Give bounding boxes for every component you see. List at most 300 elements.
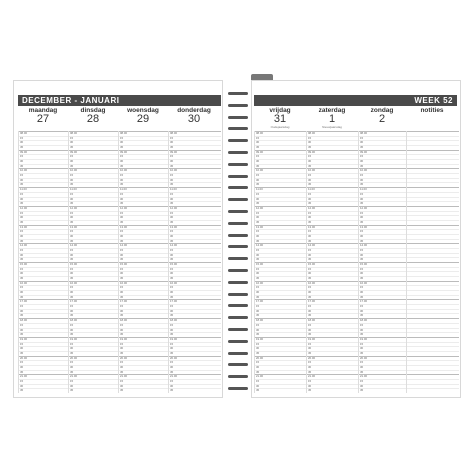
quarter-line <box>307 173 359 174</box>
quarter-line <box>19 201 69 202</box>
quarter-label: 15 <box>120 229 124 234</box>
hour-label: 14.00 <box>70 243 77 248</box>
quarter-line <box>307 182 359 183</box>
day-name: zondag <box>370 107 394 114</box>
quarter-line <box>119 323 169 324</box>
quarter-label: 15 <box>70 247 74 252</box>
quarter-line <box>119 154 169 155</box>
hour-label: 18.00 <box>308 318 315 323</box>
quarter-line <box>407 285 459 286</box>
quarter-label: 30 <box>256 271 260 276</box>
quarter-line <box>255 248 307 249</box>
quarter-label: 45 <box>360 369 364 374</box>
quarter-line <box>169 178 221 179</box>
hour-line <box>407 206 459 207</box>
hour-label: 19.00 <box>120 336 127 341</box>
hour-label: 18.00 <box>20 318 27 323</box>
quarter-line <box>359 323 407 324</box>
spiral-ring <box>228 139 248 142</box>
quarter-label: 15 <box>308 304 312 309</box>
quarter-line <box>255 351 307 352</box>
quarter-line <box>307 328 359 329</box>
quarter-line <box>307 323 359 324</box>
hour-label: 15.00 <box>70 262 77 266</box>
quarter-label: 45 <box>20 276 24 281</box>
hour-line <box>407 262 459 263</box>
hour-label: 16.00 <box>70 280 77 285</box>
quarter-line <box>407 295 459 296</box>
hour-label: 20.00 <box>120 355 127 360</box>
quarter-label: 45 <box>360 182 364 187</box>
day-header-friday[interactable] <box>254 107 306 129</box>
notes-column[interactable] <box>406 131 459 393</box>
quarter-line <box>119 164 169 165</box>
quarter-label: 45 <box>120 369 124 374</box>
quarter-line <box>119 346 169 347</box>
quarter-label: 45 <box>70 350 74 355</box>
day-header-thursday[interactable] <box>168 107 220 125</box>
quarter-line <box>255 276 307 277</box>
quarter-label: 15 <box>308 191 312 196</box>
quarter-line <box>307 346 359 347</box>
quarter-line <box>69 211 119 212</box>
quarter-line <box>19 285 69 286</box>
quarter-line <box>19 154 69 155</box>
quarter-label: 15 <box>256 304 260 309</box>
quarter-line <box>69 271 119 272</box>
quarter-label: 15 <box>170 135 174 140</box>
day-header-tuesday[interactable] <box>68 107 118 125</box>
hour-line <box>407 318 459 319</box>
quarter-label: 30 <box>70 233 74 238</box>
holiday-label: Nieuwjaarsdag <box>322 125 342 129</box>
quarter-label: 45 <box>70 388 74 393</box>
quarter-label: 45 <box>360 257 364 262</box>
quarter-label: 15 <box>70 135 74 140</box>
hour-label: 10.00 <box>360 168 367 173</box>
quarter-label: 45 <box>170 276 174 281</box>
quarter-label: 30 <box>308 215 312 220</box>
quarter-line <box>359 248 407 249</box>
quarter-line <box>407 351 459 352</box>
hour-label: 19.00 <box>256 336 263 341</box>
quarter-line <box>407 323 459 324</box>
spiral-ring <box>228 104 248 107</box>
quarter-line <box>19 182 69 183</box>
day-header-wednesday[interactable] <box>118 107 168 125</box>
quarter-line <box>169 388 221 389</box>
quarter-label: 45 <box>120 182 124 187</box>
quarter-label: 15 <box>120 247 124 252</box>
quarter-line <box>169 290 221 291</box>
quarter-label: 45 <box>308 238 312 243</box>
hour-label: 10.00 <box>20 168 27 173</box>
hour-label: 10.00 <box>256 168 263 173</box>
quarter-line <box>255 384 307 385</box>
quarter-label: 15 <box>120 341 124 346</box>
quarter-line <box>69 178 119 179</box>
quarter-line <box>69 295 119 296</box>
quarter-label: 30 <box>170 346 174 351</box>
hour-label: 13.00 <box>20 224 27 229</box>
quarter-line <box>119 276 169 277</box>
quarter-line <box>407 304 459 305</box>
hour-label: 17.00 <box>20 299 27 304</box>
quarter-label: 30 <box>20 252 24 257</box>
spiral-ring <box>228 210 248 213</box>
hour-line <box>407 187 459 188</box>
quarter-label: 15 <box>120 266 124 271</box>
hour-label: 08.00 <box>256 131 263 135</box>
hour-label: 20.00 <box>308 355 315 360</box>
quarter-line <box>19 313 69 314</box>
quarter-label: 45 <box>70 369 74 374</box>
quarter-label: 45 <box>20 182 24 187</box>
quarter-label: 15 <box>170 341 174 346</box>
day-column[interactable] <box>358 131 407 393</box>
quarter-line <box>69 239 119 240</box>
quarter-label: 15 <box>308 322 312 327</box>
quarter-line <box>359 229 407 230</box>
hour-label: 09.00 <box>360 149 367 154</box>
hour-label: 11.00 <box>170 187 177 192</box>
quarter-line <box>407 248 459 249</box>
day-header-monday[interactable] <box>18 107 68 125</box>
quarter-line <box>119 211 169 212</box>
hour-label: 12.00 <box>20 205 27 210</box>
quarter-line <box>255 309 307 310</box>
spiral-ring <box>228 328 248 331</box>
day-header-saturday[interactable] <box>306 107 358 129</box>
quarter-label: 30 <box>70 346 74 351</box>
quarter-label: 45 <box>256 388 260 393</box>
quarter-line <box>307 220 359 221</box>
quarter-label: 45 <box>256 201 260 206</box>
quarter-line <box>19 351 69 352</box>
quarter-label: 30 <box>120 252 124 257</box>
quarter-line <box>19 342 69 343</box>
quarter-label: 15 <box>360 247 364 252</box>
quarter-line <box>169 164 221 165</box>
hour-label: 18.00 <box>256 318 263 323</box>
quarter-line <box>69 342 119 343</box>
hour-label: 12.00 <box>70 205 77 210</box>
quarter-line <box>407 360 459 361</box>
quarter-label: 30 <box>256 308 260 313</box>
quarter-line <box>307 164 359 165</box>
quarter-line <box>407 388 459 389</box>
quarter-label: 45 <box>170 294 174 299</box>
quarter-line <box>407 140 459 141</box>
spiral-ring <box>228 257 248 260</box>
quarter-line <box>119 253 169 254</box>
quarter-line <box>119 313 169 314</box>
quarter-label: 15 <box>360 229 364 234</box>
spiral-ring <box>228 387 248 390</box>
quarter-line <box>169 328 221 329</box>
quarter-label: 45 <box>20 332 24 337</box>
hour-label: 12.00 <box>170 205 177 210</box>
hour-line <box>407 168 459 169</box>
quarter-line <box>19 164 69 165</box>
quarter-label: 15 <box>256 191 260 196</box>
quarter-line <box>119 342 169 343</box>
hour-label: 13.00 <box>120 224 127 229</box>
quarter-line <box>19 239 69 240</box>
quarter-line <box>19 267 69 268</box>
quarter-label: 15 <box>256 266 260 271</box>
quarter-label: 45 <box>120 201 124 206</box>
hour-label: 10.00 <box>308 168 315 173</box>
quarter-line <box>255 328 307 329</box>
quarter-line <box>255 201 307 202</box>
quarter-line <box>119 332 169 333</box>
day-column[interactable] <box>168 131 221 393</box>
day-column[interactable] <box>18 131 69 393</box>
quarter-line <box>307 351 359 352</box>
hour-label: 21.00 <box>120 374 127 379</box>
quarter-line <box>407 370 459 371</box>
quarter-line <box>119 365 169 366</box>
quarter-line <box>359 164 407 165</box>
quarter-line <box>255 313 307 314</box>
quarter-label: 30 <box>308 140 312 145</box>
quarter-label: 30 <box>170 159 174 164</box>
quarter-line <box>69 220 119 221</box>
quarter-line <box>307 178 359 179</box>
quarter-line <box>119 140 169 141</box>
quarter-label: 30 <box>70 159 74 164</box>
quarter-line <box>69 351 119 352</box>
hour-label: 15.00 <box>20 262 27 266</box>
spiral-ring <box>228 245 248 248</box>
quarter-line <box>69 234 119 235</box>
hour-label: 09.00 <box>170 149 177 154</box>
quarter-line <box>255 173 307 174</box>
quarter-label: 30 <box>170 308 174 313</box>
quarter-line <box>119 271 169 272</box>
hour-label: 17.00 <box>256 299 263 304</box>
quarter-line <box>19 197 69 198</box>
hour-line <box>407 131 459 132</box>
hour-label: 21.00 <box>360 374 367 379</box>
quarter-line <box>19 220 69 221</box>
quarter-line <box>359 295 407 296</box>
quarter-line <box>119 192 169 193</box>
quarter-line <box>407 154 459 155</box>
spiral-binding <box>225 86 251 398</box>
quarter-label: 45 <box>170 201 174 206</box>
hour-label: 20.00 <box>256 355 263 360</box>
day-column[interactable] <box>306 131 359 393</box>
quarter-line <box>169 323 221 324</box>
quarter-line <box>255 154 307 155</box>
hour-label: 14.00 <box>256 243 263 248</box>
quarter-line <box>19 234 69 235</box>
quarter-line <box>407 211 459 212</box>
quarter-label: 45 <box>20 219 24 224</box>
hour-label: 12.00 <box>360 205 367 210</box>
quarter-line <box>19 360 69 361</box>
quarter-label: 15 <box>120 210 124 215</box>
quarter-line <box>359 365 407 366</box>
hour-label: 17.00 <box>70 299 77 304</box>
hour-label: 16.00 <box>360 280 367 285</box>
quarter-label: 30 <box>308 233 312 238</box>
quarter-label: 15 <box>70 210 74 215</box>
quarter-label: 15 <box>256 378 260 383</box>
quarter-line <box>359 140 407 141</box>
quarter-line <box>255 271 307 272</box>
hour-label: 08.00 <box>70 131 77 135</box>
hour-label: 19.00 <box>70 336 77 341</box>
quarter-line <box>359 384 407 385</box>
quarter-label: 30 <box>360 233 364 238</box>
quarter-label: 15 <box>256 341 260 346</box>
quarter-label: 45 <box>20 238 24 243</box>
day-column[interactable] <box>68 131 119 393</box>
quarter-label: 30 <box>120 290 124 295</box>
quarter-label: 30 <box>256 383 260 388</box>
quarter-line <box>307 309 359 310</box>
quarter-label: 45 <box>170 145 174 150</box>
quarter-line <box>69 215 119 216</box>
hour-label: 19.00 <box>360 336 367 341</box>
quarter-label: 15 <box>70 266 74 271</box>
quarter-line <box>407 342 459 343</box>
quarter-line <box>119 248 169 249</box>
quarter-line <box>307 332 359 333</box>
quarter-label: 45 <box>170 238 174 243</box>
quarter-label: 15 <box>20 210 24 215</box>
quarter-line <box>359 379 407 380</box>
quarter-label: 15 <box>308 229 312 234</box>
quarter-label: 45 <box>256 163 260 168</box>
quarter-line <box>307 295 359 296</box>
spiral-ring <box>228 281 248 284</box>
quarter-line <box>169 342 221 343</box>
quarter-label: 45 <box>120 257 124 262</box>
quarter-line <box>169 253 221 254</box>
day-header-sunday[interactable] <box>358 107 406 125</box>
quarter-label: 15 <box>20 304 24 309</box>
quarter-label: 30 <box>170 383 174 388</box>
quarter-line <box>169 332 221 333</box>
quarter-label: 45 <box>170 369 174 374</box>
quarter-label: 30 <box>120 177 124 182</box>
quarter-label: 45 <box>360 145 364 150</box>
quarter-line <box>69 267 119 268</box>
quarter-line <box>69 388 119 389</box>
hour-label: 09.00 <box>20 149 27 154</box>
quarter-line <box>359 154 407 155</box>
quarter-label: 30 <box>170 271 174 276</box>
quarter-line <box>69 248 119 249</box>
quarter-label: 15 <box>120 285 124 290</box>
quarter-line <box>169 154 221 155</box>
quarter-label: 45 <box>360 219 364 224</box>
quarter-line <box>169 267 221 268</box>
quarter-label: 45 <box>170 388 174 393</box>
quarter-label: 15 <box>170 266 174 271</box>
spiral-ring <box>228 293 248 296</box>
quarter-label: 30 <box>360 252 364 257</box>
quarter-label: 45 <box>360 163 364 168</box>
quarter-line <box>119 197 169 198</box>
quarter-label: 15 <box>20 285 24 290</box>
hour-label: 13.00 <box>308 224 315 229</box>
quarter-line <box>169 379 221 380</box>
day-column[interactable] <box>118 131 169 393</box>
hour-label: 11.00 <box>70 187 77 192</box>
quarter-label: 45 <box>256 145 260 150</box>
quarter-line <box>119 239 169 240</box>
quarter-line <box>69 309 119 310</box>
quarter-line <box>19 304 69 305</box>
hour-label: 16.00 <box>308 280 315 285</box>
quarter-label: 30 <box>360 327 364 332</box>
spiral-ring <box>228 269 248 272</box>
quarter-line <box>69 360 119 361</box>
quarter-line <box>307 136 359 137</box>
quarter-line <box>19 365 69 366</box>
notes-header <box>406 107 458 114</box>
quarter-line <box>19 257 69 258</box>
quarter-line <box>255 332 307 333</box>
quarter-line <box>359 257 407 258</box>
quarter-line <box>307 365 359 366</box>
quarter-label: 30 <box>120 140 124 145</box>
quarter-label: 30 <box>170 233 174 238</box>
hour-label: 21.00 <box>256 374 263 379</box>
spiral-ring <box>228 304 248 307</box>
quarter-line <box>255 136 307 137</box>
quarter-line <box>359 346 407 347</box>
quarter-line <box>19 136 69 137</box>
spiral-ring <box>228 116 248 119</box>
quarter-line <box>169 346 221 347</box>
quarter-label: 45 <box>20 163 24 168</box>
quarter-label: 30 <box>256 140 260 145</box>
hour-label: 15.00 <box>308 262 315 266</box>
quarter-line <box>255 229 307 230</box>
week-banner: WEEK 52 <box>254 95 457 106</box>
quarter-label: 15 <box>170 360 174 365</box>
quarter-line <box>119 201 169 202</box>
quarter-label: 45 <box>360 332 364 337</box>
quarter-line <box>307 257 359 258</box>
quarter-line <box>19 295 69 296</box>
quarter-line <box>119 234 169 235</box>
quarter-line <box>359 313 407 314</box>
quarter-line <box>169 197 221 198</box>
quarter-label: 30 <box>308 364 312 369</box>
quarter-line <box>407 332 459 333</box>
quarter-label: 45 <box>360 238 364 243</box>
quarter-line <box>307 290 359 291</box>
quarter-label: 45 <box>256 276 260 281</box>
day-column[interactable] <box>254 131 307 393</box>
quarter-label: 45 <box>70 163 74 168</box>
quarter-label: 15 <box>308 135 312 140</box>
quarter-label: 45 <box>120 350 124 355</box>
quarter-line <box>19 173 69 174</box>
quarter-label: 45 <box>70 294 74 299</box>
quarter-label: 15 <box>70 154 74 159</box>
quarter-label: 45 <box>170 350 174 355</box>
day-name: donderdag <box>177 107 211 114</box>
quarter-line <box>69 276 119 277</box>
